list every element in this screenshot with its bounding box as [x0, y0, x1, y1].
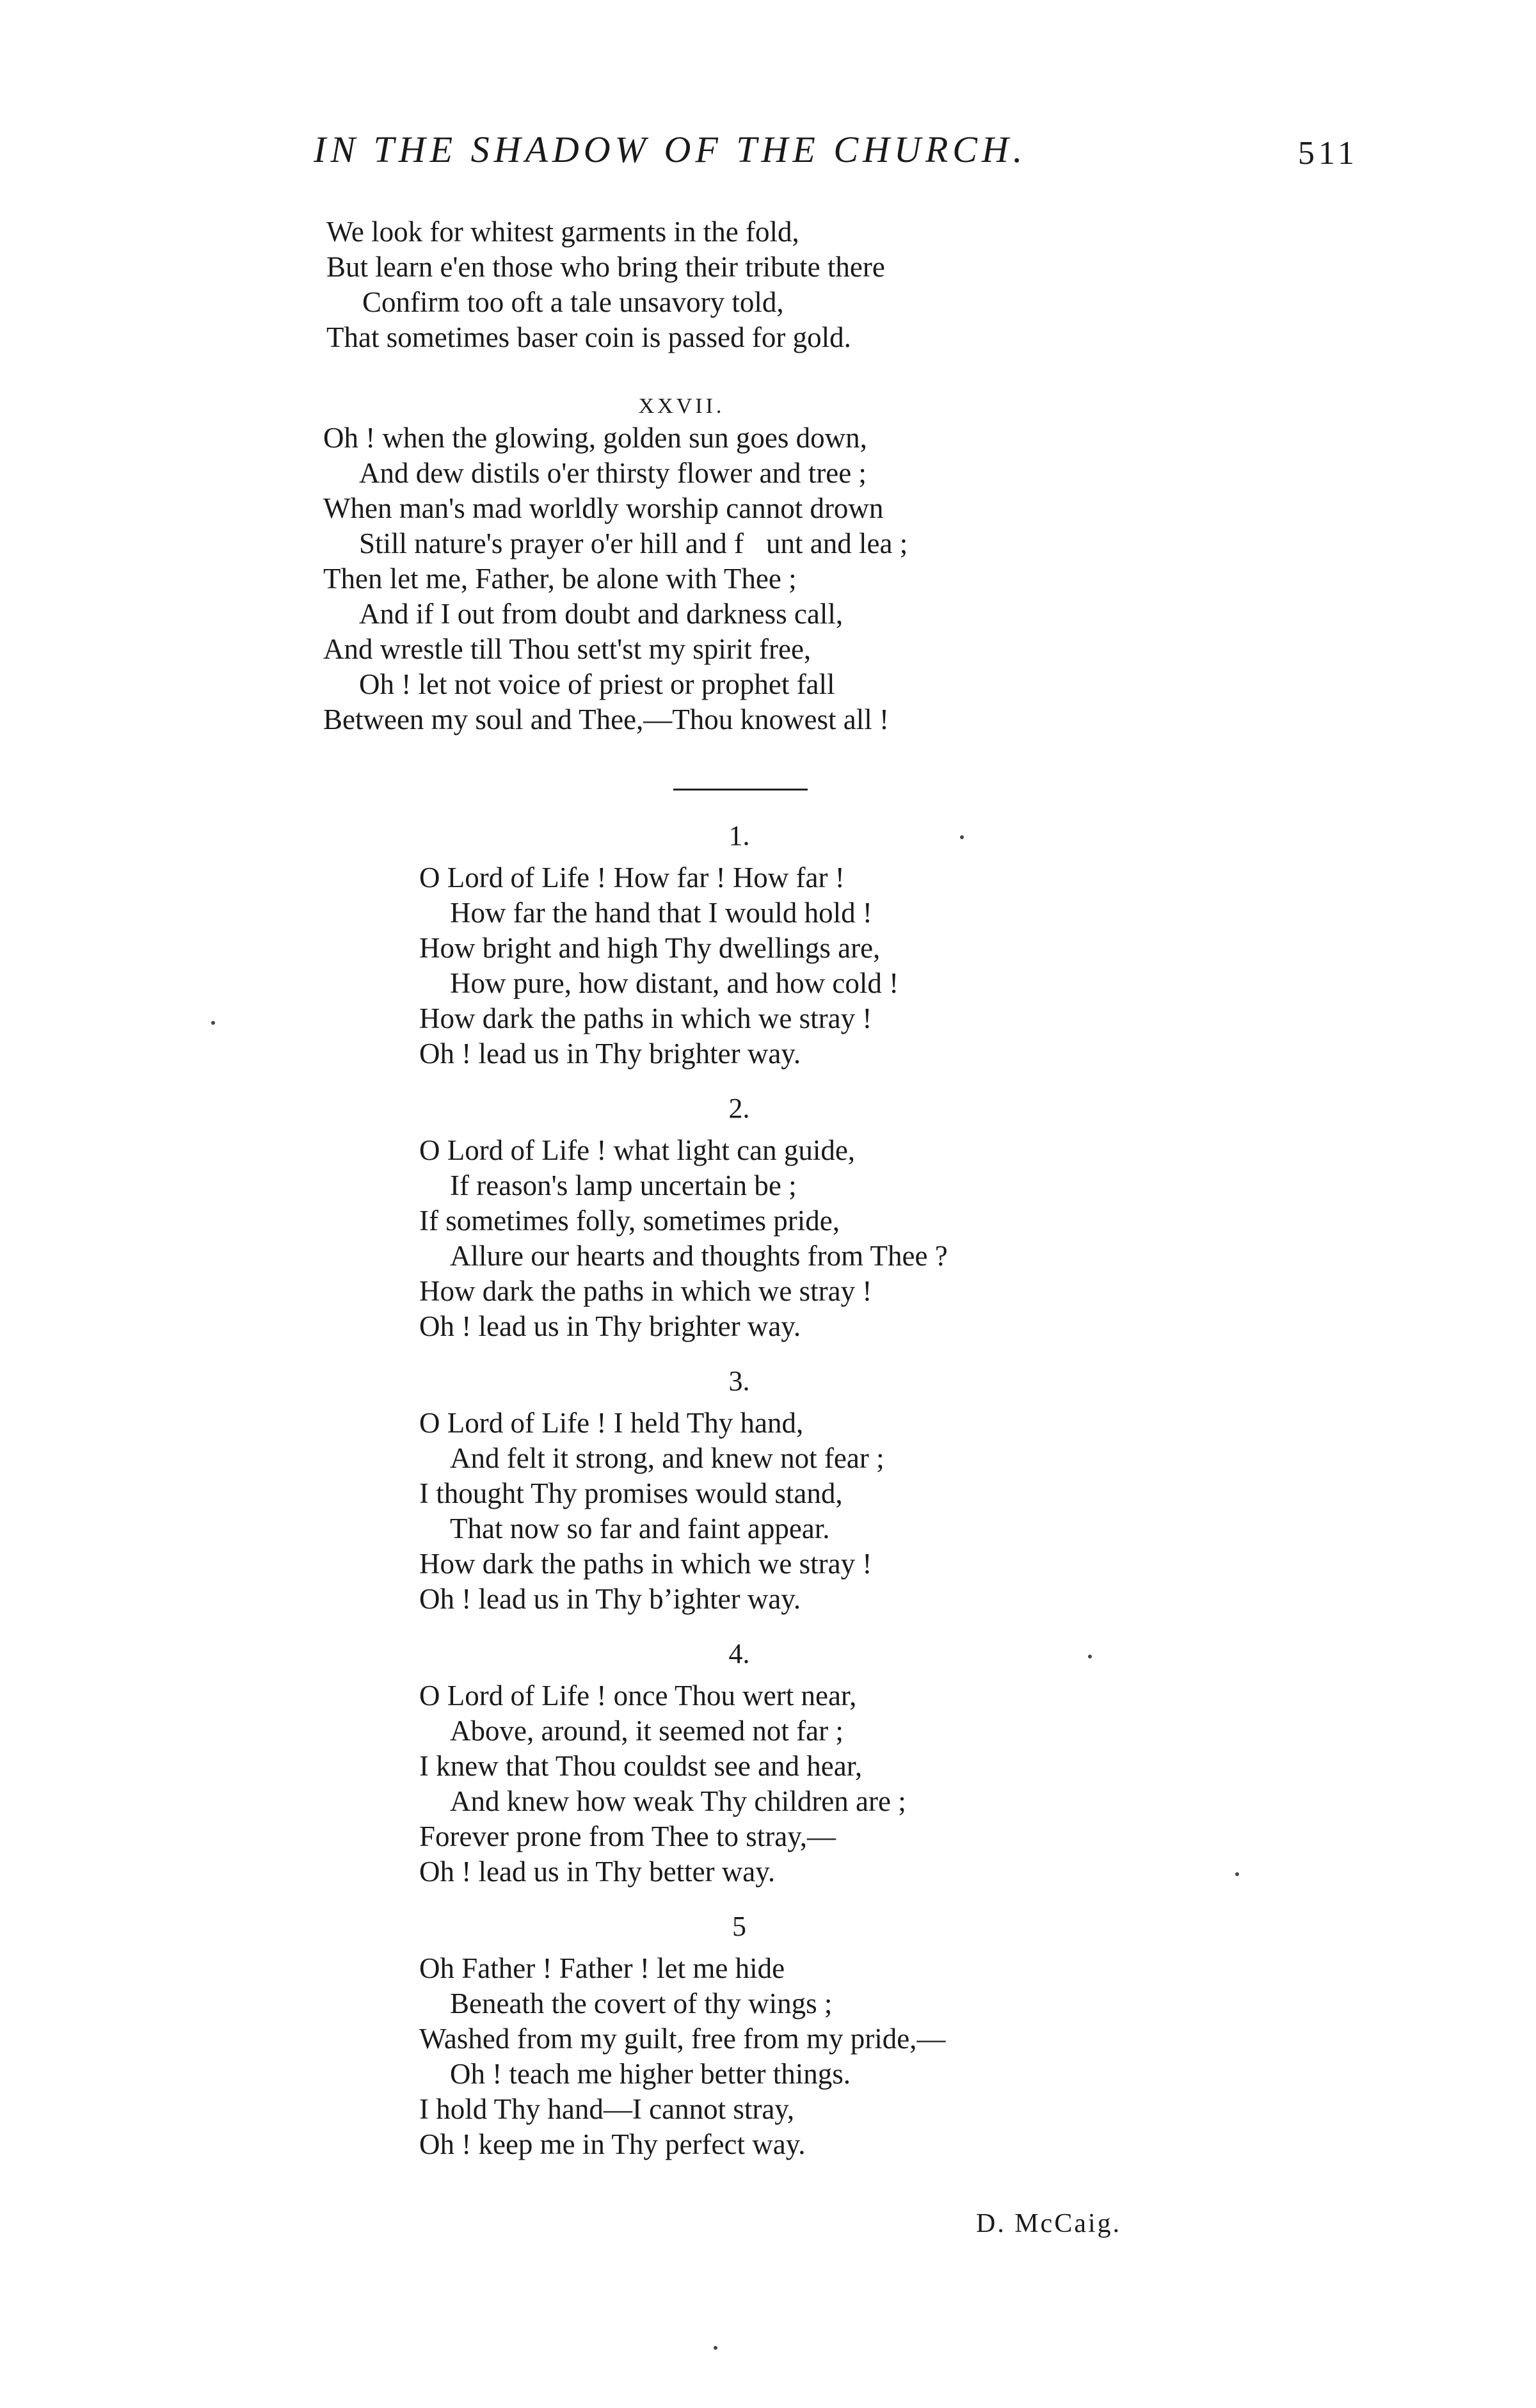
poem-line: And dew distils o'er thirsty flower and tree ; — [359, 457, 867, 489]
poem-line: Oh ! lead us in Thy b’ighter way. — [419, 1583, 801, 1615]
poem-line: I thought Thy promises would stand, — [419, 1477, 843, 1509]
poem-line: And knew how weak Thy children are ; — [450, 1785, 906, 1817]
print-speck — [211, 1021, 215, 1025]
poem-line: O Lord of Life ! How far ! How far ! — [419, 862, 845, 894]
page-number: 511 — [1298, 135, 1359, 172]
poem-line: Oh ! teach me higher better things. — [450, 2058, 851, 2090]
poem-line: Oh ! lead us in Thy brighter way. — [419, 1038, 801, 1070]
poem-line: And if I out from doubt and darkness call, — [359, 598, 844, 630]
stanza-number: 5 — [732, 1911, 746, 1942]
poem-line: Washed from my guilt, free from my pride,— — [419, 2023, 946, 2055]
poem-line: Oh ! lead us in Thy brighter way. — [419, 1310, 801, 1342]
poem-line: Beneath the covert of thy wings ; — [450, 1987, 833, 2019]
stanza-1 — [419, 821, 1264, 1072]
continuation-stanza — [326, 214, 1158, 355]
page-header — [0, 128, 1536, 186]
stanza-number: 3. — [728, 1365, 750, 1397]
stanza-number: 4. — [728, 1638, 750, 1669]
poem-line: How far the hand that I would hold ! — [450, 897, 872, 929]
poem-line: Above, around, it seemed not far ; — [450, 1715, 844, 1747]
stanza-xxvii — [323, 381, 1155, 737]
poem-line: How dark the paths in which we stray ! — [419, 1002, 872, 1034]
poem-line: Allure our hearts and thoughts from Thee ? — [450, 1240, 948, 1272]
poem-line: How dark the paths in which we stray ! — [419, 1548, 872, 1580]
print-speck — [960, 835, 964, 839]
poem-line: And felt it strong, and knew not fear ; — [450, 1442, 884, 1474]
poem-line: Then let me, Father, be alone with Thee ; — [323, 563, 797, 595]
poem-line: How bright and high Thy dwellings are, — [419, 932, 881, 964]
stanza-number: 1. — [728, 820, 750, 851]
author-signature: D. McCaig. — [976, 2209, 1122, 2238]
poem-line: Forever prone from Thee to stray,— — [419, 1820, 836, 1852]
print-speck — [1235, 1872, 1239, 1876]
poem-line: O Lord of Life ! once Thou wert near, — [419, 1680, 857, 1712]
poem-line: Oh ! when the glowing, golden sun goes down, — [323, 422, 867, 454]
poem-line: Oh ! lead us in Thy better way. — [419, 1856, 776, 1888]
poem-line: And wrestle till Thou sett'st my spirit free, — [323, 633, 812, 665]
poem-line: When man's mad worldly worship cannot drown — [323, 492, 884, 524]
poem-line: Confirm too oft a tale unsavory told, — [362, 286, 784, 318]
hymn — [419, 821, 1264, 2162]
poem-line: Oh ! let not voice of priest or prophet fall — [359, 668, 835, 700]
poem-line: But learn e'en those who bring their tribute there — [326, 251, 885, 283]
poem-line: If reason's lamp uncertain be ; — [450, 1169, 797, 1201]
poem-line: If sometimes folly, sometimes pride, — [419, 1205, 840, 1237]
print-speck — [714, 2346, 717, 2350]
running-head: IN THE SHADOW OF THE CHURCH. — [314, 129, 1027, 170]
poem-line: How dark the paths in which we stray ! — [419, 1275, 872, 1307]
poem-line: Still nature's prayer o'er hill and f unt and lea ; — [359, 527, 908, 559]
stanza-5 — [419, 1911, 1264, 2162]
stanza-4 — [419, 1639, 1264, 1890]
stanza-number: 2. — [728, 1093, 750, 1124]
poem-line: Between my soul and Thee,—Thou knowest all ! — [323, 703, 889, 735]
section-heading: XXVII. — [638, 394, 725, 418]
poem-line: How pure, how distant, and how cold ! — [450, 967, 899, 999]
stanza-2 — [419, 1093, 1264, 1344]
print-speck — [1088, 1655, 1092, 1658]
poem-line: That sometimes baser coin is passed for gold. — [326, 321, 851, 353]
poem-line: I knew that Thou couldst see and hear, — [419, 1750, 863, 1782]
poem-line: Oh ! keep me in Thy perfect way. — [419, 2128, 806, 2160]
poem-line: That now so far and faint appear. — [450, 1513, 830, 1545]
poem-line: Oh Father ! Father ! let me hide — [419, 1952, 785, 1984]
poem-line: O Lord of Life ! I held Thy hand, — [419, 1407, 804, 1439]
poem-line: I hold Thy hand—I cannot stray, — [419, 2093, 795, 2125]
section-divider — [673, 789, 808, 791]
stanza-3 — [419, 1366, 1264, 1617]
poem-line: O Lord of Life ! what light can guide, — [419, 1134, 856, 1166]
poem-line: We look for whitest garments in the fold, — [326, 216, 799, 248]
